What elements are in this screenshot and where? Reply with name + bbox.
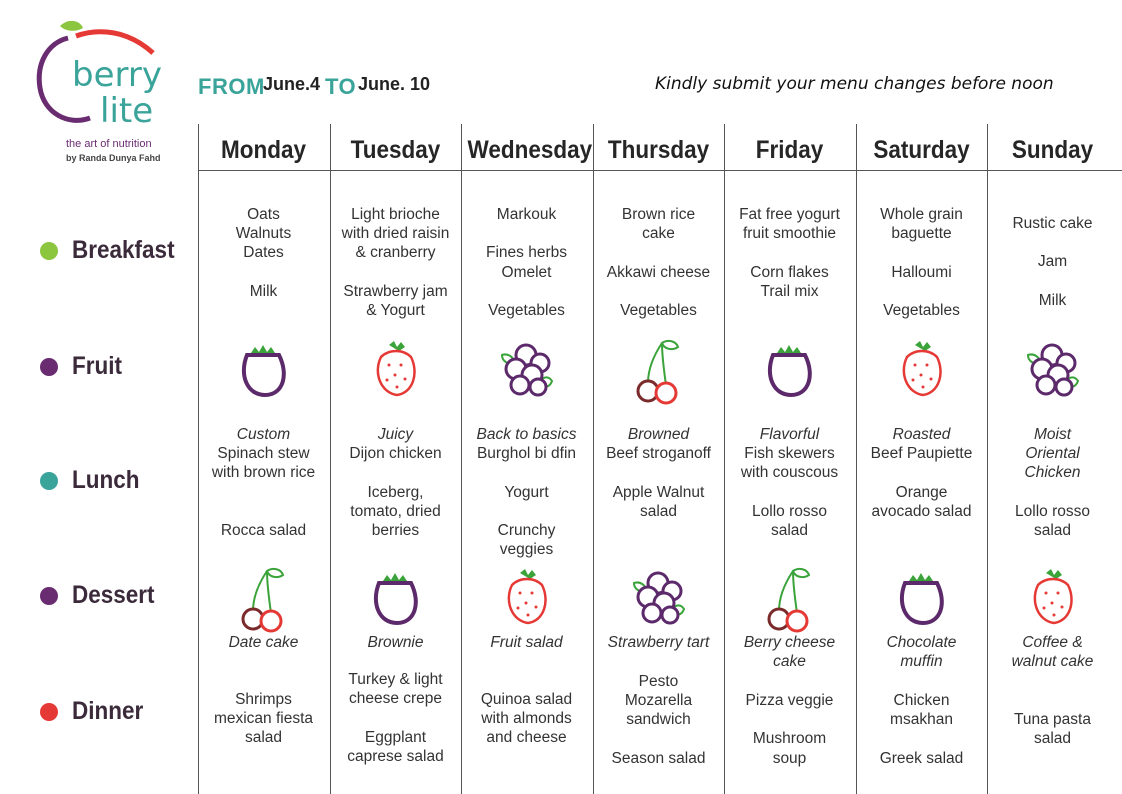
meal-row-dessert xyxy=(40,581,164,610)
menu-line xyxy=(593,730,724,749)
menu-line: and cheese xyxy=(486,729,567,747)
blueberry-icon xyxy=(492,335,562,405)
meal-row-breakfast xyxy=(40,236,186,265)
menu-line: Mozarella xyxy=(624,692,693,710)
meal-row-lunch xyxy=(40,466,147,495)
menu-line: Corn flakes xyxy=(750,263,829,281)
meal-label: Breakfast xyxy=(72,236,175,264)
day-header-wednesday: Wednesday xyxy=(467,136,593,164)
lunch-cell-tuesday xyxy=(330,425,461,540)
menu-line: Brownie xyxy=(367,634,424,651)
menu-line: Orange xyxy=(895,483,948,501)
menu-line: fruit smoothie xyxy=(742,225,837,243)
menu-line: Burghol bi dfin xyxy=(476,445,577,463)
day-header-monday: Monday xyxy=(220,136,306,164)
menu-line: sandwich xyxy=(626,711,691,729)
menu-line: berries xyxy=(371,522,420,540)
menu-line: Chicken xyxy=(893,692,950,709)
menu-line xyxy=(987,483,1118,502)
menu-line: walnut cake xyxy=(1011,653,1094,671)
menu-line xyxy=(593,463,724,482)
menu-line: Oriental xyxy=(1025,445,1080,463)
cherry-icon xyxy=(624,335,694,405)
menu-line: Flavorful xyxy=(759,426,820,443)
menu-line: salad xyxy=(1033,522,1072,540)
menu-line xyxy=(461,282,592,301)
menu-line: Custom xyxy=(236,426,291,443)
lunch-cell-thursday xyxy=(593,425,724,521)
dinner-cell-sunday xyxy=(987,710,1118,748)
menu-line: Mushroom xyxy=(752,730,827,748)
menu-line: Quinoa salad xyxy=(480,691,573,708)
menu-line: cake xyxy=(642,225,675,243)
menu-line: Yogurt xyxy=(504,483,549,501)
strawberry-icon xyxy=(361,335,431,405)
menu-line: mexican fiesta xyxy=(213,710,314,728)
menu-line: soup xyxy=(772,749,807,767)
menu-line xyxy=(461,502,592,521)
menu-line: veggies xyxy=(499,541,554,559)
dinner-cell-friday xyxy=(724,691,855,768)
fig-icon xyxy=(229,335,299,405)
day-header-sunday: Sunday xyxy=(1011,136,1094,164)
menu-line: Eggplant xyxy=(364,728,427,746)
menu-line: Beef stroganoff xyxy=(606,445,711,463)
brand-tagline: the art of nutrition xyxy=(66,138,152,150)
menu-line: Markouk xyxy=(496,206,557,223)
menu-line: Lollo rosso xyxy=(752,502,827,520)
lunch-cell-sunday xyxy=(987,425,1118,540)
menu-line: Rocca salad xyxy=(220,522,307,540)
menu-line: Vegetables xyxy=(883,302,960,320)
day-header-thursday: Thursday xyxy=(607,136,710,164)
meal-dot-icon xyxy=(40,472,58,490)
menu-line: salad xyxy=(770,522,809,540)
menu-line: Vegetables xyxy=(620,302,697,320)
menu-line: Jam xyxy=(1037,253,1068,271)
menu-line xyxy=(330,708,461,727)
menu-line: Date cake xyxy=(228,634,299,651)
menu-line: Fat free yogurt xyxy=(739,206,840,223)
meal-dot-icon xyxy=(40,242,58,260)
menu-line xyxy=(198,502,329,521)
menu-line: with brown rice xyxy=(211,464,316,482)
to-label: TO xyxy=(325,74,357,99)
menu-line: Milk xyxy=(1038,291,1067,309)
breakfast-cell-friday xyxy=(724,205,855,301)
menu-line: Lollo rosso xyxy=(1015,502,1090,520)
strawberry-icon xyxy=(887,335,957,405)
dinner-cell-wednesday xyxy=(461,690,592,748)
menu-line xyxy=(461,224,592,243)
menu-line: Oats xyxy=(247,206,280,223)
meal-dot-icon xyxy=(40,703,58,721)
from-date: June.4 xyxy=(263,74,321,94)
fig-icon xyxy=(755,335,825,405)
meal-label: Dinner xyxy=(72,697,144,725)
menu-line: Strawberry tart xyxy=(607,634,710,651)
day-header-friday: Friday xyxy=(755,136,824,164)
dessert-cell-thursday xyxy=(593,633,724,652)
dessert-cell-monday xyxy=(198,633,329,652)
menu-line: Moist xyxy=(1033,426,1072,443)
menu-line: Shrimps xyxy=(235,691,292,708)
menu-line: salad xyxy=(639,502,678,520)
breakfast-cell-saturday xyxy=(856,205,987,320)
menu-line: Roasted xyxy=(892,426,951,443)
menu-line: cake xyxy=(773,653,806,671)
menu-line: Strawberry jam xyxy=(343,282,448,300)
lunch-cell-wednesday xyxy=(461,425,592,559)
menu-line xyxy=(461,463,592,482)
menu-line: Pesto xyxy=(638,673,679,690)
meal-dot-icon xyxy=(40,587,58,605)
fig-icon xyxy=(361,563,431,633)
menu-line: muffin xyxy=(900,653,943,671)
menu-line: Light brioche xyxy=(351,206,440,223)
menu-line: with couscous xyxy=(740,464,839,482)
menu-line: & cranberry xyxy=(355,244,436,262)
to-date: June. 10 xyxy=(358,74,431,94)
menu-line: Iceberg, xyxy=(367,483,424,501)
menu-line: Tuna pasta xyxy=(1014,711,1091,728)
dessert-cell-tuesday xyxy=(330,633,461,652)
menu-line: avocado salad xyxy=(871,502,972,520)
meal-row-fruit xyxy=(40,352,128,381)
menu-line: Walnuts xyxy=(235,225,292,243)
meal-row-dinner xyxy=(40,697,151,726)
lunch-cell-friday xyxy=(724,425,855,540)
menu-line: Crunchy xyxy=(497,522,556,540)
fig-icon xyxy=(887,563,957,633)
menu-line: Milk xyxy=(249,282,278,300)
menu-line xyxy=(724,483,855,502)
brand-name-line1: berry xyxy=(72,55,162,95)
menu-line: baguette xyxy=(891,225,952,243)
menu-line: Pizza veggie xyxy=(745,692,834,709)
menu-line xyxy=(856,463,987,482)
breakfast-cell-wednesday xyxy=(461,205,592,320)
brand-byline: by Randa Dunya Fahd xyxy=(66,153,161,163)
menu-line: caprese salad xyxy=(347,747,444,765)
submission-note: Kindly submit your menu changes before noon xyxy=(655,74,1054,94)
menu-line: Trail mix xyxy=(760,282,819,300)
menu-line xyxy=(330,263,461,282)
dinner-cell-thursday xyxy=(593,672,724,768)
menu-line: Whole grain xyxy=(880,206,963,223)
menu-line: Coffee & xyxy=(1022,634,1083,651)
day-header-saturday: Saturday xyxy=(873,136,970,164)
lunch-cell-saturday xyxy=(856,425,987,521)
menu-line xyxy=(856,243,987,262)
breakfast-cell-tuesday xyxy=(330,205,461,320)
dessert-cell-wednesday xyxy=(461,633,592,652)
menu-line: Turkey & light xyxy=(348,671,443,688)
dessert-cell-sunday xyxy=(987,633,1118,671)
menu-line xyxy=(593,243,724,262)
menu-line: with dried raisin xyxy=(341,225,450,243)
menu-line xyxy=(987,272,1118,291)
menu-line: Akkawi cheese xyxy=(606,263,711,281)
menu-line: Rustic cake xyxy=(1012,215,1093,232)
menu-line: Apple Walnut xyxy=(612,483,705,501)
meal-label: Fruit xyxy=(72,352,122,380)
menu-line xyxy=(330,463,461,482)
menu-line: Dijon chicken xyxy=(349,445,442,463)
brand-name-line2: lite xyxy=(100,91,154,131)
menu-line: msakhan xyxy=(890,711,953,729)
strawberry-icon xyxy=(1018,563,1088,633)
menu-line: Back to basics xyxy=(476,426,577,443)
menu-line xyxy=(198,483,329,502)
cherry-icon xyxy=(755,563,825,633)
menu-line xyxy=(593,282,724,301)
day-header-tuesday: Tuesday xyxy=(350,136,441,164)
menu-line: Dates xyxy=(243,244,284,262)
menu-line: Fruit salad xyxy=(490,634,563,651)
meal-label: Dessert xyxy=(72,581,155,609)
blueberry-icon xyxy=(1018,335,1088,405)
menu-line xyxy=(856,282,987,301)
menu-line: Chocolate xyxy=(886,634,957,651)
breakfast-cell-thursday xyxy=(593,205,724,320)
strawberry-icon xyxy=(492,563,562,633)
dinner-cell-saturday xyxy=(856,691,987,768)
menu-line: Vegetables xyxy=(488,302,565,320)
menu-line xyxy=(198,263,329,282)
menu-line: Juicy xyxy=(377,426,414,443)
menu-line: Greek salad xyxy=(879,749,964,767)
menu-line: Fines herbs xyxy=(486,244,567,262)
menu-line xyxy=(987,233,1118,252)
menu-line: Fish skewers xyxy=(744,445,835,463)
meal-dot-icon xyxy=(40,358,58,376)
dinner-cell-monday xyxy=(198,690,329,748)
breakfast-cell-sunday xyxy=(987,214,1118,310)
menu-line: Brown rice xyxy=(621,206,696,223)
breakfast-cell-monday xyxy=(198,205,329,301)
menu-line: tomato, dried xyxy=(350,502,441,520)
meal-label: Lunch xyxy=(72,466,140,494)
cherry-icon xyxy=(229,563,299,633)
header-divider xyxy=(198,170,1122,171)
menu-line xyxy=(724,710,855,729)
menu-line: with almonds xyxy=(481,710,572,728)
menu-line: Halloumi xyxy=(891,263,952,281)
menu-line xyxy=(856,729,987,748)
menu-line: Browned xyxy=(627,426,690,443)
menu-line: Omelet xyxy=(501,263,552,281)
menu-line: cheese crepe xyxy=(348,690,443,708)
dinner-cell-tuesday xyxy=(330,670,461,766)
lunch-cell-monday xyxy=(198,425,329,540)
menu-line: & Yogurt xyxy=(366,302,425,320)
blueberry-icon xyxy=(624,563,694,633)
menu-line: Season salad xyxy=(611,749,706,767)
menu-line: Beef Paupiette xyxy=(870,445,973,463)
from-label: FROM xyxy=(198,74,265,99)
dessert-cell-saturday xyxy=(856,633,987,671)
menu-line xyxy=(724,243,855,262)
menu-line: Spinach stew xyxy=(217,445,310,463)
menu-line: salad xyxy=(244,729,283,747)
menu-line: Berry cheese xyxy=(743,634,836,651)
dessert-cell-friday xyxy=(724,633,855,671)
menu-line: Chicken xyxy=(1024,464,1081,482)
menu-line: salad xyxy=(1033,730,1072,748)
